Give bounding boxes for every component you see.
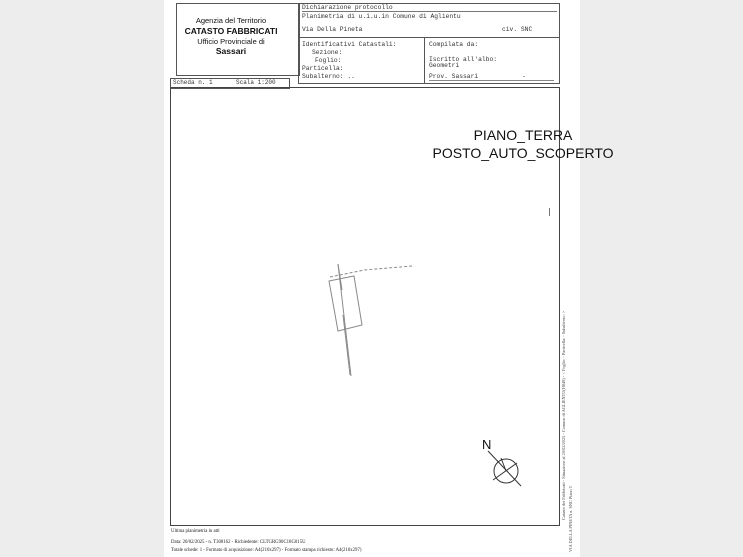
floor-title: PIANO_TERRA (473, 127, 573, 143)
foglio-label: Foglio: (315, 57, 342, 64)
address-label: Via Della Pineta (302, 26, 363, 33)
profession-label: Geometri (429, 62, 460, 69)
catastal-heading: Identificativi Catastali: (302, 41, 397, 48)
footer-line-1: Data: 20/02/2025 - n. T308162 - Richiedente: CLTGRG90C18G015U (171, 540, 306, 545)
header-divider-2 (424, 37, 425, 83)
footer-line-2: Totale schede: 1 - Formato di acquisizione: A4(210x297) - Formato stampa richiesto: A4(210x297) (171, 548, 362, 553)
province-label: Prov. Sassari (429, 73, 479, 80)
catasto-title: CATASTO FABBRICATI (184, 26, 278, 36)
document-sheet (164, 0, 614, 557)
albo-label: Iscritto all'albo: (429, 56, 498, 63)
province-dash: - (522, 73, 526, 80)
agency-name: Agenzia del Territorio (195, 16, 267, 25)
footer-note: Ultima planimetria in atti (171, 529, 220, 534)
particella-label: Particella: (302, 65, 344, 72)
floor-plan-sketch (314, 255, 424, 385)
scale-label: Scala 1:200 (236, 79, 276, 86)
planimetry-label: Planimetria di u.i.u.in Comune di Aglientu (302, 13, 461, 20)
side-annotation: Catasto dei Fabbricati - Situazione al 20/02/2025 - Comune di AGLIENTU(H848) - < Foglio: - Particella: - Subalterno: > (561, 310, 566, 520)
protocol-underline (302, 11, 557, 12)
sezione-label: Sezione: (312, 49, 343, 56)
scheda-number: Scheda n. 1 (173, 79, 213, 86)
side-address: VIA DELLA PINETA n. SNC Piano T (568, 485, 573, 552)
office-city: Sassari (215, 46, 247, 56)
subalterno-label: Subalterno: .. (302, 73, 355, 80)
office-label: Ufficio Provinciale di (197, 37, 265, 46)
protocol-label: Dichiarazione protocollo (302, 4, 393, 11)
north-arrow-icon (479, 450, 529, 496)
north-label: N (482, 437, 492, 452)
edge-tick (549, 208, 550, 216)
compiled-heading: Compilata da: (429, 41, 479, 48)
province-underline (429, 80, 554, 81)
header-divider-1 (298, 37, 559, 38)
area-title: POSTO_AUTO_SCOPERTO (432, 145, 614, 161)
civic-number: civ. SNC (502, 26, 533, 33)
